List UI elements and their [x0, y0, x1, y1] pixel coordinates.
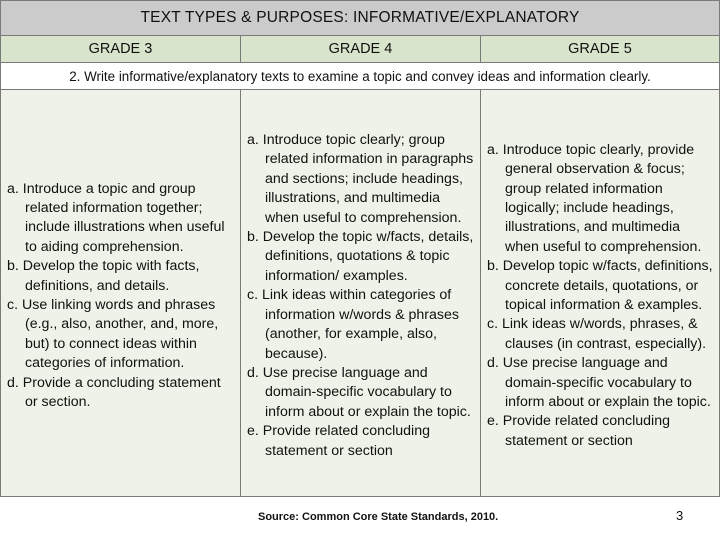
- grade-3-header: GRADE 3: [1, 36, 241, 63]
- list-item: b. Develop the topic w/facts, details, definitions, quotations & topic information/ examples.: [247, 229, 474, 284]
- list-item: d. Use precise language and domain-specific vocabulary to inform about or explain the topic.: [487, 355, 711, 411]
- standard-statement: 2. Write informative/explanatory texts to examine a topic and convey ideas and information clearly.: [1, 63, 720, 90]
- list-item: d. Use precise language and domain-specific vocabulary to inform about or explain the topic.: [247, 364, 471, 420]
- grade-5-column: [481, 90, 720, 497]
- table-title: TEXT TYPES & PURPOSES: INFORMATIVE/EXPLANATORY: [1, 1, 720, 36]
- grade-3-column: [1, 90, 241, 497]
- grade-4-column: [241, 90, 481, 497]
- list-item: c. Link ideas w/words, phrases, & clauses (in contrast, especially).: [487, 316, 707, 352]
- grade-4-list: [241, 125, 480, 461]
- list-item: c. Use linking words and phrases (e.g., also, another, and, more, but) to connect ideas within categories of information.: [7, 297, 219, 372]
- list-item: d. Provide a concluding statement or section.: [7, 374, 221, 411]
- grade-3-list: [1, 174, 240, 413]
- list-item: c. Link ideas within categories of information w/words & phrases (another, for example, also, because).: [247, 287, 459, 362]
- list-item: a. Introduce a topic and group related information together; include illustrations when useful to aiding comprehension.: [7, 180, 225, 255]
- list-item: a. Introduce topic clearly; group related information in paragraphs and sections; include headings, illustrations, and multimedia when useful to comprehension.: [247, 132, 474, 226]
- page-number: 3: [676, 508, 684, 523]
- list-item: b. Develop topic w/facts, definitions, concrete details, quotations, or topical information & examples.: [487, 258, 713, 313]
- content-row: [1, 90, 720, 497]
- list-item: b. Develop the topic with facts, definitions, and details.: [7, 258, 200, 294]
- grade-header-row: [1, 36, 720, 63]
- list-item: e. Provide related concluding statement or section: [247, 423, 430, 459]
- source-citation: Source: Common Core State Standards, 2010.: [258, 511, 499, 523]
- grade-5-list: [481, 135, 719, 452]
- grade-4-header: GRADE 4: [241, 36, 481, 63]
- list-item: a. Introduce topic clearly, provide general observation & focus; group related information logically; include headings, illustrations, and multimedia when useful to comprehension.: [487, 141, 702, 255]
- standard-row: [1, 63, 720, 90]
- grade-5-header: GRADE 5: [481, 36, 720, 63]
- list-item: e. Provide related concluding statement or section: [487, 413, 670, 449]
- title-row: [1, 1, 720, 36]
